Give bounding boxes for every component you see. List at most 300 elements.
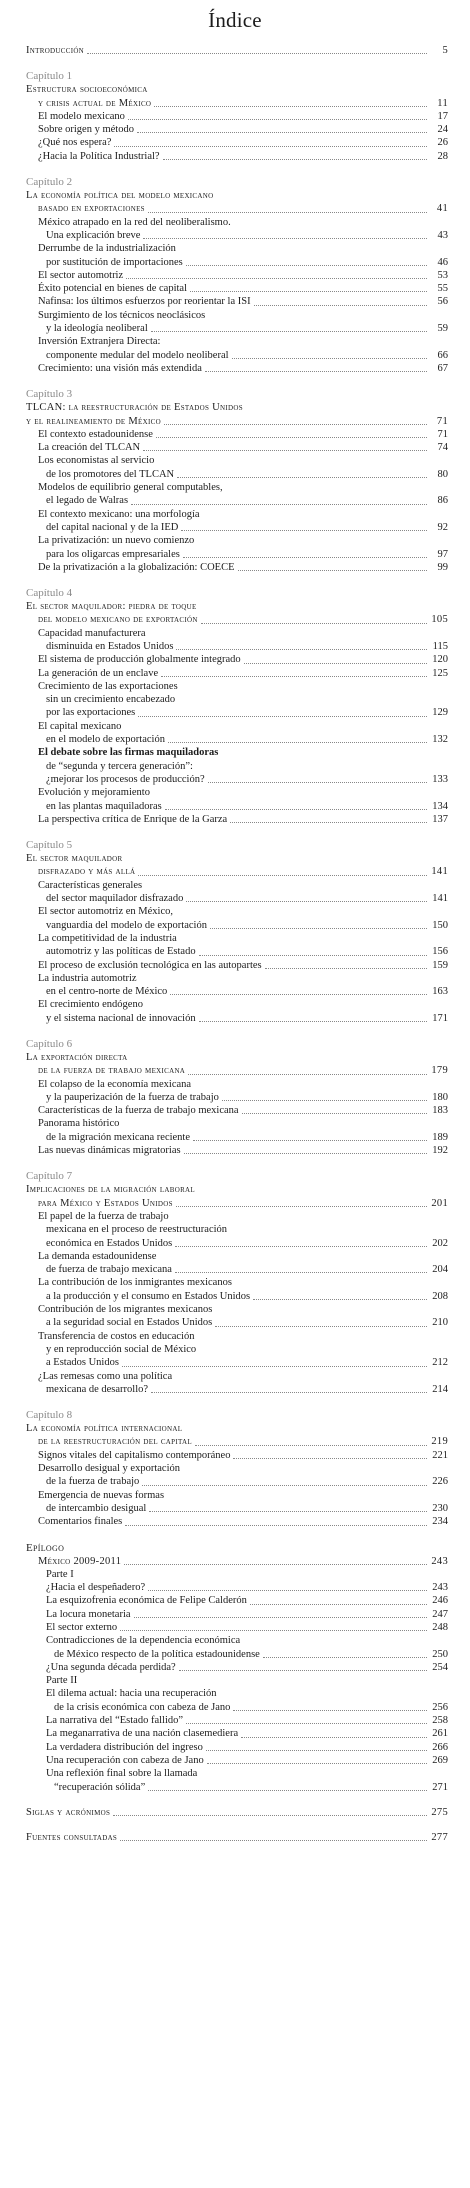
page-number: 163 xyxy=(432,986,448,998)
entry-title: de los promotores del TLCAN xyxy=(46,468,175,480)
entry-title: y la pauperización de la fuerza de trabajo xyxy=(46,1091,219,1103)
toc-entry[interactable] xyxy=(26,256,448,269)
dot-leader xyxy=(186,901,427,902)
page-number: 71 xyxy=(436,415,448,427)
entry-title: de la fuerza de trabajo mexicana xyxy=(38,1065,186,1077)
entry-title: en el centro-norte de México xyxy=(46,986,168,998)
toc-entry[interactable] xyxy=(26,945,448,958)
page-number: 183 xyxy=(432,1105,448,1117)
spacer xyxy=(26,1794,448,1806)
toc-entry[interactable] xyxy=(26,295,448,308)
chapter-heading[interactable] xyxy=(26,97,448,110)
page-number: 156 xyxy=(432,946,448,958)
page-number: 26 xyxy=(437,137,448,149)
toc-entry[interactable] xyxy=(26,1781,448,1794)
page-number: 180 xyxy=(432,1091,448,1103)
entry-title: del sector maquilador disfrazado xyxy=(46,893,184,905)
dot-leader xyxy=(168,742,427,743)
toc-entry[interactable] xyxy=(26,1449,448,1462)
entry-title: El sector externo xyxy=(46,1621,118,1633)
entry-title: mexicana de desarrollo? xyxy=(46,1383,149,1395)
toc-entry[interactable] xyxy=(26,1290,448,1303)
dot-leader xyxy=(193,1140,427,1141)
dot-leader xyxy=(176,1206,427,1207)
entry-line: Crecimiento de las exportaciones xyxy=(38,680,178,692)
page-number: 115 xyxy=(432,640,448,652)
page-number: 43 xyxy=(437,229,448,241)
chapter-heading[interactable] xyxy=(26,415,448,428)
toc-entry[interactable] xyxy=(26,1144,448,1157)
chapter-label: Capítulo 6 xyxy=(26,1038,73,1050)
page-number: 210 xyxy=(432,1317,448,1329)
page-number: 159 xyxy=(432,959,448,971)
page-number: 258 xyxy=(432,1715,448,1727)
entry-title: de la reestructuración del capital xyxy=(38,1436,192,1448)
entry-line: La privatización: un nuevo comienzo xyxy=(38,535,195,547)
chapter-label: Capítulo 1 xyxy=(26,70,73,83)
entry-title: El sector automotriz xyxy=(38,269,124,281)
entry-title: La creación del TLCAN xyxy=(38,442,141,454)
page-number: 120 xyxy=(432,654,448,666)
entry-line: de “segunda y tercera generación”: xyxy=(46,760,193,772)
entry-title: el legado de Walras xyxy=(46,495,129,507)
page-number: 269 xyxy=(432,1754,448,1766)
toc-entry[interactable] xyxy=(26,1475,448,1488)
toc-entry[interactable] xyxy=(26,282,448,295)
entry-title: de México respecto de la política estadounidense xyxy=(54,1648,260,1660)
dot-leader xyxy=(184,1153,427,1154)
entry-title: componente medular del modelo neoliberal xyxy=(46,349,229,361)
toc-entry[interactable] xyxy=(26,1727,448,1740)
dot-leader xyxy=(161,676,427,677)
toc-entry[interactable] xyxy=(26,640,448,653)
entry-title: y crisis actual de México xyxy=(38,97,152,109)
toc-entry[interactable] xyxy=(26,800,448,813)
page-number: 261 xyxy=(432,1728,448,1740)
page-number: 74 xyxy=(437,442,448,454)
chapter-heading: TLCAN: la reestructuración de Estados Unidos xyxy=(26,402,243,414)
chapter-label: Capítulo 4 xyxy=(26,587,73,600)
chapter-heading: Estructura socioeconómica xyxy=(26,84,148,96)
entry-line: Panorama histórico xyxy=(38,1118,120,1130)
entry-title: Signos vitales del capitalismo contemporáneo xyxy=(38,1449,231,1461)
entry-title: disfrazado y más allá xyxy=(38,866,136,878)
entry-line: Derrumbe de la industrialización xyxy=(38,243,176,255)
dot-leader xyxy=(138,716,427,717)
entry-title: y el sistema nacional de innovación xyxy=(46,1012,196,1024)
page-number: 256 xyxy=(432,1701,448,1713)
toc-entry[interactable] xyxy=(26,1581,448,1594)
page-number: 179 xyxy=(431,1065,448,1077)
dot-leader xyxy=(208,782,427,783)
entry-title: Introducción xyxy=(26,45,85,56)
entry-title: La esquizofrenia económica de Felipe Calderón xyxy=(46,1595,247,1607)
dot-leader xyxy=(244,663,427,664)
toc-entry-introduccion[interactable] xyxy=(26,44,448,57)
dot-leader xyxy=(250,1604,427,1605)
dot-leader xyxy=(137,132,427,133)
entry-title: por las exportaciones xyxy=(46,707,136,719)
toc-entry[interactable] xyxy=(26,1383,448,1396)
dot-leader xyxy=(151,1392,427,1393)
toc-entry[interactable] xyxy=(26,136,448,149)
toc-entry[interactable] xyxy=(26,441,448,454)
entry-title: Fuentes consultadas xyxy=(26,1832,118,1844)
entry-title: Una explicación breve xyxy=(46,229,141,241)
toc-entry[interactable] xyxy=(26,269,448,282)
chapter-label: Capítulo 7 xyxy=(26,1170,73,1183)
dot-leader xyxy=(186,1723,427,1724)
chapter-heading[interactable] xyxy=(26,865,448,878)
page-number: 133 xyxy=(432,773,448,785)
page-number: 55 xyxy=(437,283,448,295)
entry-title: Siglas y acrónimos xyxy=(26,1806,111,1818)
entry-title: Nafinsa: los últimos esfuerzos por reorientar la ISI xyxy=(38,296,251,308)
dot-leader xyxy=(232,358,427,359)
dot-leader xyxy=(230,822,427,823)
entry-title: del capital nacional y de la IED xyxy=(46,521,179,533)
dot-leader xyxy=(134,1617,427,1618)
entry-title: Sobre origen y método xyxy=(38,124,134,136)
toc-entry[interactable] xyxy=(26,892,448,905)
entry-line: ¿Las remesas como una política xyxy=(38,1370,173,1382)
chapter-label: Capítulo 5 xyxy=(26,839,73,852)
toc-entry[interactable] xyxy=(26,919,448,932)
dot-leader xyxy=(207,1763,427,1764)
dot-leader xyxy=(122,1366,427,1367)
page-number: 204 xyxy=(432,1264,448,1276)
page-number: 230 xyxy=(432,1502,448,1514)
toc-entry[interactable] xyxy=(26,667,448,680)
entry-title: de la crisis económica con cabeza de Jano xyxy=(54,1701,231,1713)
entry-title: y el realineamiento de México xyxy=(26,415,161,427)
entry-line: Desarrollo desigual y exportación xyxy=(38,1463,180,1475)
entry-title: de fuerza de trabajo mexicana xyxy=(46,1264,172,1276)
dot-leader xyxy=(188,1074,427,1075)
chapter-heading: La economía política internacional xyxy=(26,1423,183,1435)
toc-entry[interactable] xyxy=(26,1741,448,1754)
toc-entry[interactable] xyxy=(26,362,448,375)
dot-leader xyxy=(210,928,427,929)
entry-title: en el modelo de exportación xyxy=(46,734,165,746)
entry-title: “recuperación sólida” xyxy=(54,1781,146,1793)
entry-line: mexicana en el proceso de reestructuración xyxy=(46,1224,228,1236)
dot-leader xyxy=(175,1246,427,1247)
dot-leader xyxy=(190,291,427,292)
entry-title: vanguardia del modelo de exportación xyxy=(46,919,207,931)
entry-line: Evolución y mejoramiento xyxy=(38,787,150,799)
page-number: 277 xyxy=(431,1832,448,1844)
page-number: 132 xyxy=(432,734,448,746)
toc-entry[interactable] xyxy=(26,1263,448,1276)
page-number: 189 xyxy=(432,1131,448,1143)
dot-leader xyxy=(177,477,427,478)
dot-leader xyxy=(263,1657,427,1658)
page-number: 56 xyxy=(437,296,448,308)
dot-leader xyxy=(154,106,427,107)
entry-line: Contribución de los migrantes mexicanos xyxy=(38,1304,213,1316)
dot-leader xyxy=(265,968,427,969)
dot-leader xyxy=(165,809,427,810)
entry-title: a la seguridad social en Estados Unidos xyxy=(46,1317,213,1329)
toc-entry[interactable] xyxy=(26,1754,448,1767)
entry-line: El capital mexicano xyxy=(38,720,122,732)
dot-leader xyxy=(242,1113,427,1114)
entry-line: Contradicciones de la dependencia económica xyxy=(46,1635,241,1647)
toc-entry[interactable] xyxy=(26,110,448,123)
dot-leader xyxy=(181,530,427,531)
entry-title: ¿Hacia la Política Industrial? xyxy=(38,150,160,162)
dot-leader xyxy=(254,305,427,306)
dot-leader xyxy=(120,1630,427,1631)
epilogue-heading[interactable] xyxy=(26,1555,448,1568)
end-section[interactable] xyxy=(26,1806,448,1819)
toc-entry[interactable] xyxy=(26,1502,448,1515)
toc-entry[interactable] xyxy=(26,1104,448,1117)
page-number: 234 xyxy=(432,1516,448,1528)
page-number: 254 xyxy=(432,1661,448,1673)
page-number: 92 xyxy=(437,521,448,533)
chapter-heading: El sector maquilador: piedra de toque xyxy=(26,601,197,613)
page-number: 246 xyxy=(432,1595,448,1607)
page-number: 243 xyxy=(431,1555,448,1567)
dot-leader xyxy=(199,1021,427,1022)
entry-line: sin un crecimiento encabezado xyxy=(46,694,176,706)
toc-entry[interactable] xyxy=(26,548,448,561)
end-section[interactable] xyxy=(26,1831,448,1844)
part-label: Parte II xyxy=(46,1675,78,1687)
toc-entry[interactable] xyxy=(26,561,448,574)
page-number: 266 xyxy=(432,1741,448,1753)
dot-leader xyxy=(170,994,427,995)
toc-entry[interactable] xyxy=(26,1091,448,1104)
toc-entry[interactable] xyxy=(26,1356,448,1369)
dot-leader xyxy=(241,1737,427,1738)
entry-title: La generación de un enclave xyxy=(38,667,159,679)
dot-leader xyxy=(151,331,427,332)
page-number: 105 xyxy=(431,614,448,626)
page-number: 243 xyxy=(432,1582,448,1594)
dot-leader xyxy=(199,955,427,956)
page-number: 208 xyxy=(432,1290,448,1302)
toc-entry[interactable] xyxy=(26,959,448,972)
page-number: 212 xyxy=(432,1357,448,1369)
entry-line: Características generales xyxy=(38,879,143,891)
dot-leader xyxy=(143,450,427,451)
toc-entry[interactable] xyxy=(26,1515,448,1528)
page-number: 271 xyxy=(432,1781,448,1793)
entry-title: a la producción y el consumo en Estados Unidos xyxy=(46,1290,251,1302)
dot-leader xyxy=(222,1100,427,1101)
entry-title: México 2009-2011 xyxy=(38,1555,122,1567)
entry-line: El sector automotriz en México, xyxy=(38,906,173,918)
entry-line: y en reproducción social de México xyxy=(46,1343,197,1355)
entry-title: basado en exportaciones xyxy=(38,203,145,215)
chapter-heading[interactable] xyxy=(26,613,448,626)
toc-entry[interactable] xyxy=(26,1648,448,1661)
toc-entry[interactable] xyxy=(26,706,448,719)
entry-title: La verdadera distribución del ingreso xyxy=(46,1741,203,1753)
page-number: 80 xyxy=(437,468,448,480)
page-number: 221 xyxy=(432,1449,448,1461)
dot-leader xyxy=(124,1564,427,1565)
entry-title: El contexto estadounidense xyxy=(38,428,153,440)
chapter-heading: Implicaciones de la migración laboral xyxy=(26,1184,195,1196)
dot-leader xyxy=(164,424,427,425)
dot-leader xyxy=(125,1525,427,1526)
toc-entry[interactable] xyxy=(26,349,448,362)
page-number: 247 xyxy=(432,1608,448,1620)
entry-title: Crecimiento: una visión más extendida xyxy=(38,362,202,374)
entry-title: ¿Una segunda década perdida? xyxy=(46,1661,176,1673)
entry-title: De la privatización a la globalización: COECE xyxy=(38,561,235,573)
dot-leader xyxy=(186,265,427,266)
entry-title: Comentarios finales xyxy=(38,1516,123,1528)
entry-title: del modelo mexicano de exportación xyxy=(38,614,198,626)
chapter-heading: La economía política del modelo mexicano xyxy=(26,190,214,202)
entry-title: La narrativa del “Estado fallido” xyxy=(46,1715,184,1727)
toc-entry[interactable] xyxy=(26,150,448,163)
page-number: 248 xyxy=(432,1621,448,1633)
toc-entry[interactable] xyxy=(26,813,448,826)
entry-title: a Estados Unidos xyxy=(46,1357,119,1369)
page-number: 66 xyxy=(437,349,448,361)
toc-entry[interactable] xyxy=(26,985,448,998)
toc-entry[interactable] xyxy=(26,1316,448,1329)
chapter-heading[interactable] xyxy=(26,1435,448,1448)
entry-title: ¿mejorar los procesos de producción? xyxy=(46,773,205,785)
toc-entry[interactable] xyxy=(26,1621,448,1634)
dot-leader xyxy=(138,875,427,876)
chapter-heading[interactable] xyxy=(26,202,448,215)
dot-leader xyxy=(238,570,427,571)
toc-entry[interactable] xyxy=(26,468,448,481)
entry-line: Los economistas al servicio xyxy=(38,455,155,467)
toc-entry[interactable] xyxy=(26,123,448,136)
page-number: 46 xyxy=(437,256,448,268)
page-number: 214 xyxy=(432,1383,448,1395)
dot-leader xyxy=(201,623,427,624)
dot-leader xyxy=(143,238,427,239)
page-number: 125 xyxy=(432,667,448,679)
entry-line: Transferencia de costos en educación xyxy=(38,1330,195,1342)
dot-leader xyxy=(175,1272,427,1273)
entry-title: La perspectiva crítica de Enrique de la Garza xyxy=(38,813,228,825)
chapter-label: Capítulo 8 xyxy=(26,1409,73,1422)
page-number: 226 xyxy=(432,1476,448,1488)
dot-leader xyxy=(215,1326,427,1327)
entry-title: automotriz y las políticas de Estado xyxy=(46,946,196,958)
page-number: 202 xyxy=(432,1237,448,1249)
entry-line: Surgimiento de los técnicos neoclásicos xyxy=(38,309,206,321)
dot-leader xyxy=(148,212,427,213)
toc-entry[interactable] xyxy=(26,1701,448,1714)
dot-leader xyxy=(233,1710,427,1711)
page-number: 201 xyxy=(431,1197,448,1209)
entry-line: La competitividad de la industria xyxy=(38,932,177,944)
entry-line: El dilema actual: hacia una recuperación xyxy=(46,1688,217,1700)
dot-leader xyxy=(195,1445,427,1446)
page-number: 71 xyxy=(437,428,448,440)
entry-line: Capacidad manufacturera xyxy=(38,627,146,639)
page-number: 171 xyxy=(432,1012,448,1024)
dot-leader xyxy=(128,119,427,120)
dot-leader xyxy=(205,371,427,372)
dot-leader xyxy=(148,1790,427,1791)
entry-title: Una recuperación con cabeza de Jano xyxy=(46,1754,204,1766)
entry-title: El proceso de exclusión tecnológica en las autopartes xyxy=(38,959,262,971)
toc-entry[interactable] xyxy=(26,1012,448,1025)
entry-title: para los oligarcas empresariales xyxy=(46,548,180,560)
toc-entry[interactable] xyxy=(26,1661,448,1674)
entry-line: Modelos de equilibrio general computables, xyxy=(38,482,223,494)
dot-leader xyxy=(126,278,427,279)
page-number: 97 xyxy=(437,548,448,560)
dot-leader xyxy=(156,437,427,438)
page-number: 28 xyxy=(437,150,448,162)
spacer xyxy=(26,1819,448,1831)
entry-line: El debate sobre las firmas maquiladoras xyxy=(38,747,219,759)
epilogue-label: Epílogo xyxy=(26,1541,65,1554)
entry-title: ¿Hacia el despeñadero? xyxy=(46,1582,146,1594)
entry-title: disminuida en Estados Unidos xyxy=(46,640,174,652)
entry-line: El contexto mexicano: una morfología xyxy=(38,508,200,520)
toc-entry[interactable] xyxy=(26,428,448,441)
toc-entry[interactable] xyxy=(26,1608,448,1621)
toc-entry[interactable] xyxy=(26,322,448,335)
entry-title: Éxito potencial en bienes de capital xyxy=(38,283,187,295)
page-number: 5 xyxy=(442,45,448,56)
toc-entry[interactable] xyxy=(26,773,448,786)
page-number: 17 xyxy=(437,110,448,122)
chapter-heading: La exportación directa xyxy=(26,1052,128,1063)
part-label: Parte I xyxy=(46,1568,74,1580)
toc-entry[interactable] xyxy=(26,1131,448,1144)
entry-line: Emergencia de nuevas formas xyxy=(38,1489,165,1501)
dot-leader xyxy=(114,146,427,147)
entry-line: La demanda estadounidense xyxy=(38,1250,157,1262)
chapter-heading[interactable] xyxy=(26,1197,448,1210)
dot-leader xyxy=(113,1815,427,1816)
chapter-heading[interactable] xyxy=(26,1064,448,1077)
entry-line: La industria automotriz xyxy=(38,972,137,984)
dot-leader xyxy=(148,1590,427,1591)
entry-title: por sustitución de importaciones xyxy=(46,256,183,268)
toc-entry[interactable] xyxy=(26,1594,448,1607)
page-number: 150 xyxy=(432,919,448,931)
entry-title: La locura monetaria xyxy=(46,1608,131,1620)
page-number: 67 xyxy=(437,362,448,374)
toc-entry[interactable] xyxy=(26,521,448,534)
toc-entry[interactable] xyxy=(26,1714,448,1727)
toc-entry[interactable] xyxy=(26,1237,448,1250)
entry-title: económica en Estados Unidos xyxy=(46,1237,173,1249)
dot-leader xyxy=(149,1511,427,1512)
entry-title: Las nuevas dinámicas migratorias xyxy=(38,1145,181,1157)
page-title: Índice xyxy=(208,8,262,32)
toc-entry[interactable] xyxy=(26,733,448,746)
page-number: 53 xyxy=(437,269,448,281)
page-number: 250 xyxy=(432,1648,448,1660)
entry-title: Características de la fuerza de trabajo mexicana xyxy=(38,1105,239,1117)
toc-entry[interactable] xyxy=(26,494,448,507)
dot-leader xyxy=(131,504,427,505)
page-number: 59 xyxy=(437,323,448,335)
entry-line: Inversión Extranjera Directa: xyxy=(38,336,161,348)
entry-title: ¿Qué nos espera? xyxy=(38,137,112,149)
toc-entry[interactable] xyxy=(26,653,448,666)
toc-entry[interactable] xyxy=(26,229,448,242)
